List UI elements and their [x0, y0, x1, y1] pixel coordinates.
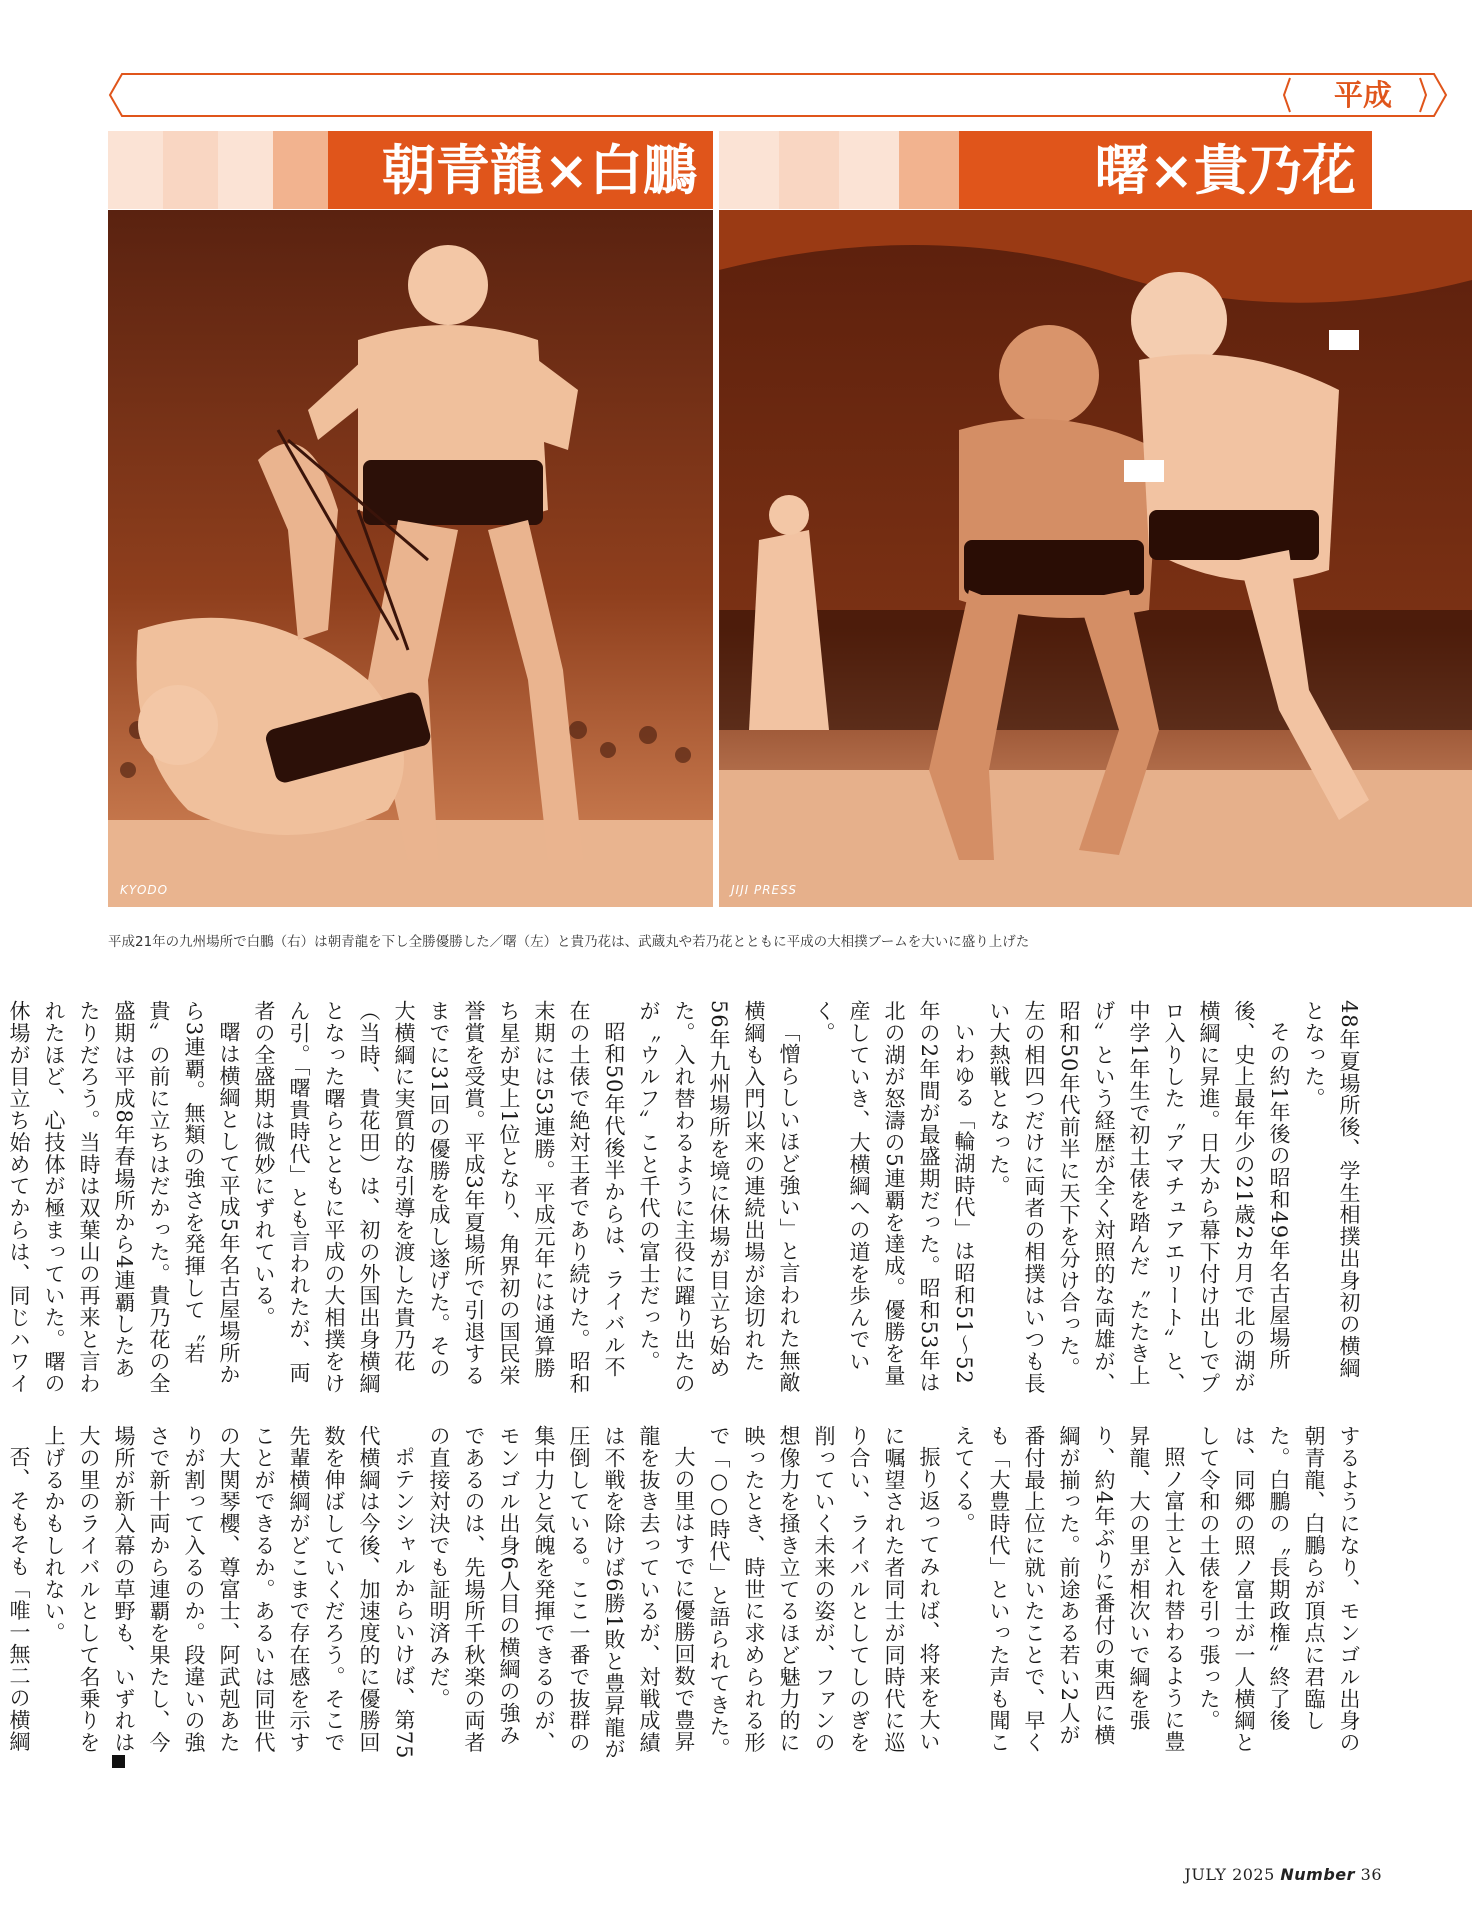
body-paragraph: 「憎らしいほど強い」と言われた無敵横綱も入門以来の連続出場が途切れた56年九州場所を境に休場が目立ち始めた。入れ替わるように主役に躍り出たのが〝ウルフ〟こと千代の富士だった。 — [637, 1000, 801, 1395]
body-paragraph: いわゆる「輪湖時代」は昭和51～52年の2年間が最盛期だった。昭和53年は北の湖が怒濤の5連覇を達成。優勝を量産していき、大横綱への道を歩んでいく。 — [812, 1000, 976, 1394]
sumo-photo-right-illustration — [719, 210, 1472, 907]
sumo-photo-left-illustration — [108, 210, 713, 907]
article-body-upper — [7, 1000, 1366, 1395]
era-label: 平成 — [1333, 78, 1392, 112]
body-paragraph: するようになり、モンゴル出身の朝青龍、白鵬らが頂点に君臨した。白鵬の〝長期政権〟終了後は、同郷の照ノ富士が一人横綱として令和の土俵を引っ張った。 — [1197, 1425, 1361, 1754]
headline-bar-right — [719, 131, 1372, 209]
photo-left-credit: KYODO — [120, 883, 169, 897]
headline-right-title: 曙×貴乃花 — [959, 131, 1372, 209]
photo-right — [719, 210, 1472, 907]
article-end-mark — [112, 1755, 125, 1768]
body-paragraph: 振り返ってみれば、将来を大いに嘱望された者同士が同時代に巡り合い、ライバルとしてしのぎを削っていく未来の姿が、ファンの想像力を掻き立てるほど魅力的に映ったとき、時世に求められる形で「○○時代」と語られてきた。 — [707, 1425, 941, 1760]
headline-left-title: 朝青龍×白鵬 — [328, 131, 713, 209]
body-paragraph: 昭和50年代後半からは、ライバル不在の土俵で絶対王者であり続けた。昭和末期には53連勝。平成元年には通算勝ち星が史上1位となり、角界初の国民栄誉賞を受賞。平成3年夏場所で引退するまでに31回の優勝を成し遂げた。その大横綱に実質的な引導を渡した貴乃花（当時、貴花田）は、初の外国出身横綱となった曙らとともに平成の大相撲をけん引。「曙貴時代」とも言われたが、両者の全盛期は微妙にずれている。 — [252, 1000, 626, 1395]
page-folio — [1184, 1865, 1382, 1884]
era-bar-outline — [108, 72, 1448, 118]
article-body-lower — [7, 1425, 1366, 1765]
era-header-bar — [108, 72, 1448, 118]
photo-left — [108, 210, 713, 907]
body-paragraph: 48年夏場所後、学生相撲出身初の横綱となった。 — [1302, 1000, 1361, 1379]
body-paragraph: 大の里はすでに優勝回数で豊昇龍を抜き去っているが、対戦成績は不戦を除けば6勝1敗と豊昇龍が圧倒している。ここ一番で抜群の集中力と気魄を発揮できるのが、モンゴル出身6人目の横綱の強みであるのは、先場所千秋楽の両者の直接対決でも証明済みだ。 — [427, 1425, 696, 1761]
folio-issue: JULY 2025 — [1184, 1865, 1275, 1884]
body-paragraph: その約1年後の昭和49年名古屋場所後、史上最年少の21歳2カ月で北の湖が横綱に昇進。日大から幕下付け出しでプロ入りした〝アマチュアエリート〟と、中学1年生で初土俵を踏んだ〝たたき上げ〟という経歴が全く対照的な両雄が、昭和50年代前半に天下を分け合った。左の相四つだけに両者の相撲はいつも長い大熱戦となった。 — [987, 1000, 1291, 1395]
body-paragraph: ポテンシャルからいけば、第75代横綱は今後、加速度的に優勝回数を伸ばしていくだろう。そこで先輩横綱がどこまで存在感を示すことができるか。あるいは同世代の大関琴櫻、尊富士、阿武剋あたりが割って入るのか。段違いの強さで新十両から連覇を果たし、今場所が新入幕の草野も、いずれは大の里のライバルとして名乗りを上げるかもしれない。 — [42, 1425, 416, 1760]
body-paragraph: 曙は横綱として平成5年名古屋場所から3連覇。無類の強さを発揮して〝若貴〟の前に立ちはだかった。貴乃花の全盛期は平成8年春場所から4連覇したあたりだろう。当時は双葉山の再来と言われたほど、心技体が極まっていた。曙の休場が目立ち始めてからは、同じハワイ — [7, 1000, 241, 1395]
folio-page-number: 36 — [1360, 1865, 1382, 1884]
folio-magazine: Number — [1280, 1865, 1356, 1884]
body-paragraph: 否、そもそも「唯一無二の横綱 — [7, 1446, 31, 1753]
body-paragraph: 照ノ富士と入れ替わるように豊昇龍、大の里が相次いで綱を張り、約4年ぶりに番付の東西に横綱が揃った。前途ある若い2人が番付最上位に就いたことで、早くも「大豊時代」といった声も聞こえてくる。 — [952, 1425, 1186, 1754]
photo-caption: 平成21年の九州場所で白鵬（右）は朝青龍を下し全勝優勝した／曙（左）と貴乃花は、武蔵丸や若乃花とともに平成の大相撲ブームを大いに盛り上げた — [108, 934, 1030, 950]
headline-bar-left — [108, 131, 713, 209]
photo-right-credit: JIJI PRESS — [731, 883, 797, 897]
